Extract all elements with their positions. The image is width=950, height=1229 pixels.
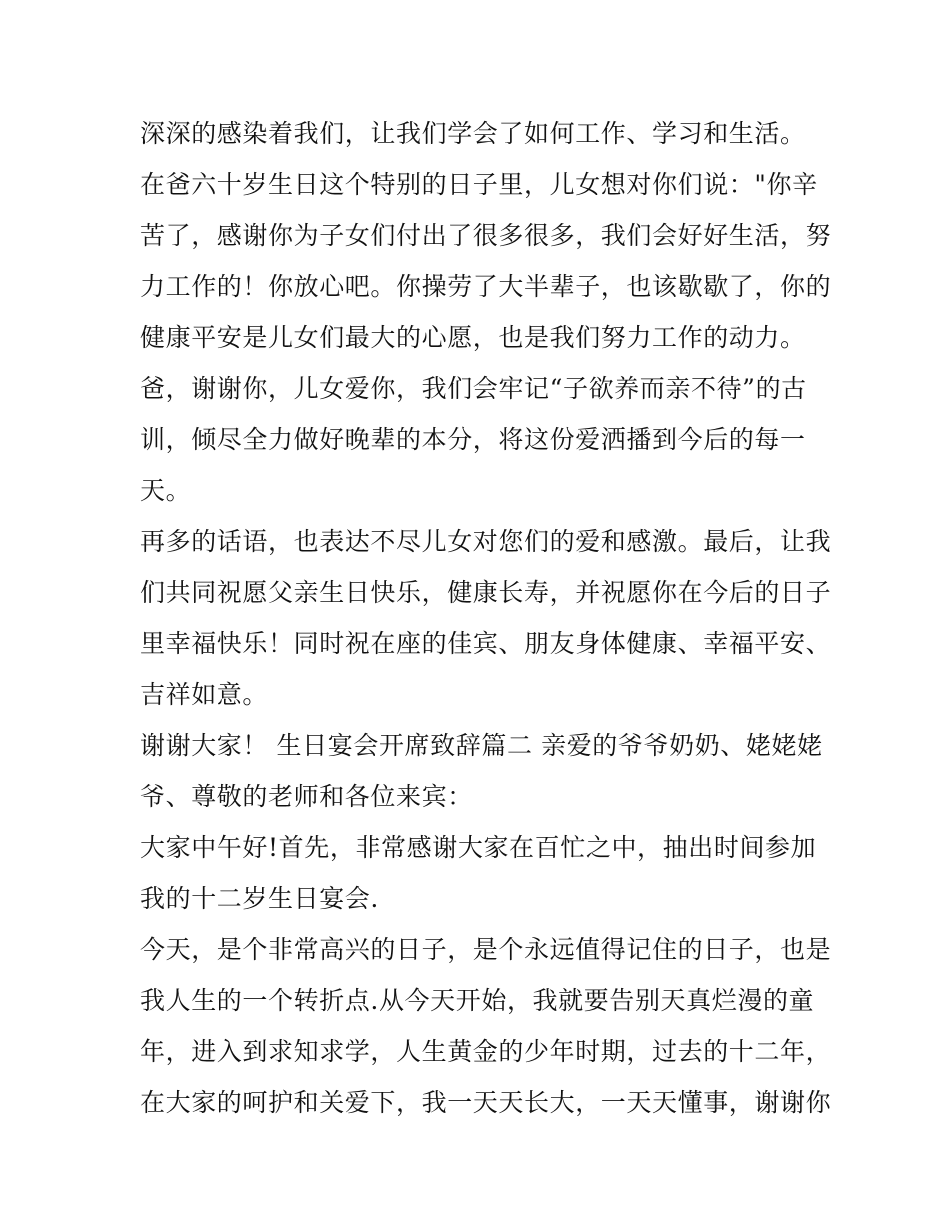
text-line: 天。: [140, 476, 192, 505]
text-body: [140, 108, 832, 1128]
text-line: 训，倾尽全力做好晚辈的本分，将这份爱洒播到今后的每一: [140, 425, 806, 454]
text-line: 再多的话语，也表达不尽儿女对您们的爱和感激。最后，让我: [140, 527, 832, 556]
text-line: 我的十二岁生日宴会.: [140, 884, 379, 913]
text-line: 爸，谢谢你，儿女爱你，我们会牢记“子欲养而亲不待”的古: [140, 374, 807, 403]
text-line: 年，进入到求知求学，人生黄金的少年时期，过去的十二年，: [140, 1037, 832, 1066]
text-line: 爷、尊敬的老师和各位来宾：: [140, 782, 473, 811]
text-line: 在爸六十岁生日这个特别的日子里，儿女想对你们说："你辛: [140, 170, 818, 199]
text-line: 谢谢大家！ 生日宴会开席致辞篇二 亲爱的爷爷奶奶、姥姥姥: [140, 731, 823, 760]
text-line: 在大家的呵护和关爱下，我一天天长大，一天天懂事，谢谢你: [140, 1088, 832, 1117]
text-line: 力工作的！你放心吧。你操劳了大半辈子，也该歇歇了，你的: [140, 272, 832, 301]
text-line: 苦了，感谢你为子女们付出了很多很多，我们会好好生活，努: [140, 221, 832, 250]
text-line: 们共同祝愿父亲生日快乐，健康长寿，并祝愿你在今后的日子: [140, 578, 832, 607]
text-line: 里幸福快乐！同时祝在座的佳宾、朋友身体健康、幸福平安、: [140, 629, 832, 658]
text-line: 吉祥如意。: [140, 680, 269, 709]
text-line: 我人生的一个转折点.从今天开始，我就要告别天真烂漫的童: [140, 986, 815, 1015]
text-line: 今天，是个非常高兴的日子，是个永远值得记住的日子，也是: [140, 935, 832, 964]
text-line: 深深的感染着我们，让我们学会了如何工作、学习和生活。: [140, 119, 806, 148]
text-line: 大家中午好!首先，非常感谢大家在百忙之中，抽出时间参加: [140, 833, 817, 862]
text-line: 健康平安是儿女们最大的心愿，也是我们努力工作的动力。: [140, 323, 806, 352]
